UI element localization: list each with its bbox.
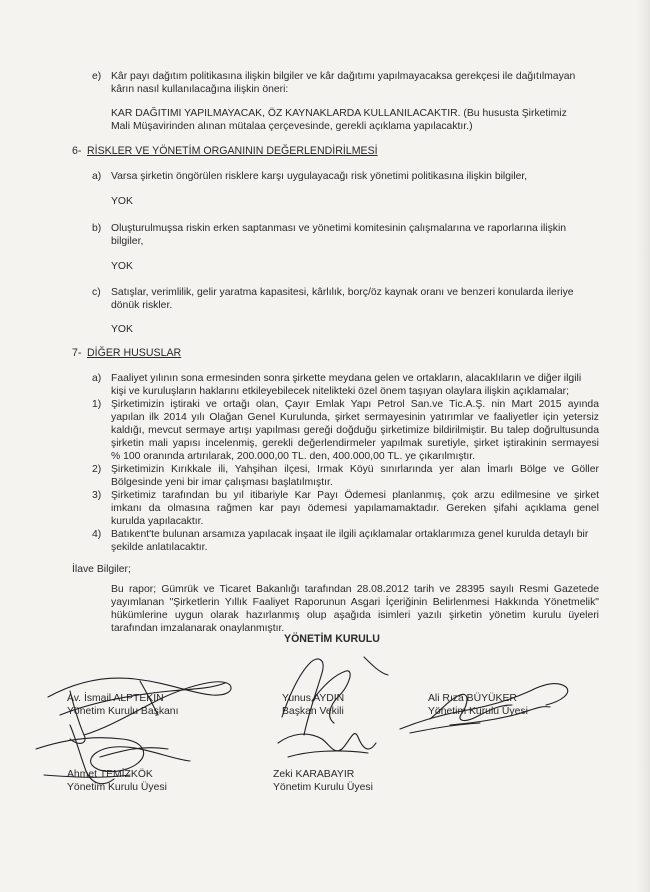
signature-member-4 [30,705,200,795]
item-4-paragraph [111,528,599,554]
item-2-line: Şirketimizin Kırıkkale ili, Yahşihan ilçesi, Irmak Köyü sınırlarında yer alan İmarlı Bölge ve Göller [111,464,599,475]
item-6b-line-2: bilgiler, [111,236,144,247]
item-6a-line-1: Varsa şirketin öngörülen risklere karşı uygulayacağı risk yönetimi politikasına ilişkin bilgiler, [111,171,528,182]
item-3-paragraph [111,489,599,528]
member-5-title: Yönetim Kurulu Üyesi [273,782,373,793]
member-4-name: Ahmet TEMİZKÖK [67,769,153,780]
item-7a-line-1: Faaliyet yılının sona ermesinden sonra şirkette meydana gelen ve ortakların, alacaklıların ve diğer ilgili [111,373,582,384]
member-5-name: Zeki KARABAYIR [273,769,355,780]
member-1-title: Yönetim Kurulu Başkanı [67,706,179,717]
extra-info-line: yayımlanan "Şirketlerin Yıllık Faaliyet Raporunun Asgari İçeriğinin Belirlenmesi Hakkında Yönetmelik" [111,597,599,608]
item-1-line: şirketin mali yapısı incelenmiş, gerekli değerlendirmeler yapılmak suretiyle, şirket iştirakinin sermayesi [111,438,599,449]
item-2-paragraph [111,463,599,489]
item-label-3: 3) [92,490,102,501]
item-3-line: Şirketimiz tarafından bu yıl itibariyle Kar Payı Ödemesi planlanmış, çok arzu edilmesine ve şirket [111,490,599,501]
member-3-title: Yönetim Kurulu Üyesi [428,706,528,717]
extra-info-line: tarafından imzalanarak onaylanmıştır. [111,623,285,634]
item-1-line: yapılan ilk 2014 yılı Olağan Genel Kurulunda, şirket sermayesinin yatırımlar ve faaliyetler için yetersiz [111,412,599,423]
extra-info-paragraph [111,583,599,635]
extra-info-line: hükümlerine uygun olarak hazırlanmış olup aşağıda isimleri yazılı şirketin yönetim kurulu üyeleri [111,610,599,621]
signature-member-2 [268,645,408,775]
item-1-line: % 100 oranında artırılarak, 200.000,00 TL. den, 400.000,00 TL. ye çıkarılmıştır. [111,451,476,462]
section-7-title: DİĞER HUSUSLAR [87,347,182,359]
board-heading: YÖNETİM KURULU [284,633,380,645]
member-2-title: Başkan Vekili [282,706,344,717]
section-7-number: 7- [72,347,82,359]
scan-edge-shadow [636,0,650,892]
item-1-paragraph [111,398,599,463]
member-2-name: Yunus AYDIN [282,693,345,704]
member-1-name: Av. İsmail ALPTEKİN [67,693,164,704]
item-label-4: 4) [92,529,102,540]
member-4-title: Yönetim Kurulu Üyesi [67,782,167,793]
extra-info-line: Bu rapor; Gümrük ve Ticaret Bakanlığı tarafından 28.08.2012 tarih ve 28395 sayılı Resmi Gazetede [111,584,599,595]
item-2-line: Bölgesinde yeni bir imar çalışması başlatılmıştır. [111,477,333,488]
item-3-line: kurulda yapılacaktır. [111,516,204,527]
item-6b-line-1: Oluşturulmuşsa riskin erken saptanması ve yönetimi komitesinin çalışmalarına ve raporlarına ilişkin [111,223,567,234]
item-label-1: 1) [92,399,102,410]
signature-member-3 [390,665,590,745]
item-6c-line-1: Satışlar, verimlilik, gelir yaratma kapasitesi, kârlılık, borç/öz kaynak oranı ve benzeri konularda ileriye [111,287,574,298]
item-e-line-1: Kâr payı dağıtım politikasına ilişkin bilgiler ve kâr dağıtımı yapılmayacaksa gerekçesi ile dağıtılmayan [111,71,576,82]
item-4-line: şekilde anlatılacaktır. [111,542,208,553]
item-6c-answer: YOK [111,324,133,335]
item-label-e: e) [92,71,102,82]
item-label-7a: a) [92,373,102,384]
item-label-6c: c) [92,287,101,298]
item-6b-answer: YOK [111,261,133,272]
item-6a-answer: YOK [111,196,133,207]
item-label-6b: b) [92,223,102,234]
section-6-title: RİSKLER VE YÖNETİM ORGANININ DEĞERLENDİRİLMESİ [87,145,378,157]
item-1-line: Şirketimizin iştiraki ve ortağı olan, Çayır Emlak Yapı Petrol San.ve Tic.A.Ş. nin Mart 2015 ayında [111,399,599,410]
item-6c-line-2: dönük riskler. [111,300,173,311]
section-6-number: 6- [72,145,82,157]
item-7a-line-2: kişi ve kuruluşların haklarını etkileyebilecek nitelikteki özel önem taşıyan olaylara ilişkin açıklamalar; [111,386,569,397]
member-3-name: Ali Rıza BÜYÜKER [428,693,517,704]
item-e-answer-line-1: KAR DAĞITIMI YAPILMAYACAK, ÖZ KAYNAKLARDA KULLANILACAKTIR. (Bu hususta Şirketimiz [111,108,567,119]
item-e-answer-line-2: Mali Müşavirinden alınan mütalaa çerçevesinde, gerekli açıklama yapılacaktır.) [111,121,473,132]
item-3-line: imkanı da olmasına rağmen kar payı ödemesi yapılamamaktadır. Gereken şifahi açıklama genel [111,503,599,514]
item-label-2: 2) [92,464,102,475]
item-e-line-2: kârın nasıl kullanılacağına ilişkin öneri: [111,84,289,95]
item-4-line: Batıkent'te bulunan arsamıza yapılacak inşaat ile ilgili açıklamalar ortaklarımıza genel kurulda detaylı bir [111,529,589,540]
extra-info-title: İlave Bilgiler; [72,564,131,575]
item-label-6a: a) [92,171,102,182]
item-1-line: kaldığı, mevcut sermaye artışı yapılması gereği doğduğu şirketimize bildirilmiştir. Bu talep doğrultusunda [111,425,599,436]
